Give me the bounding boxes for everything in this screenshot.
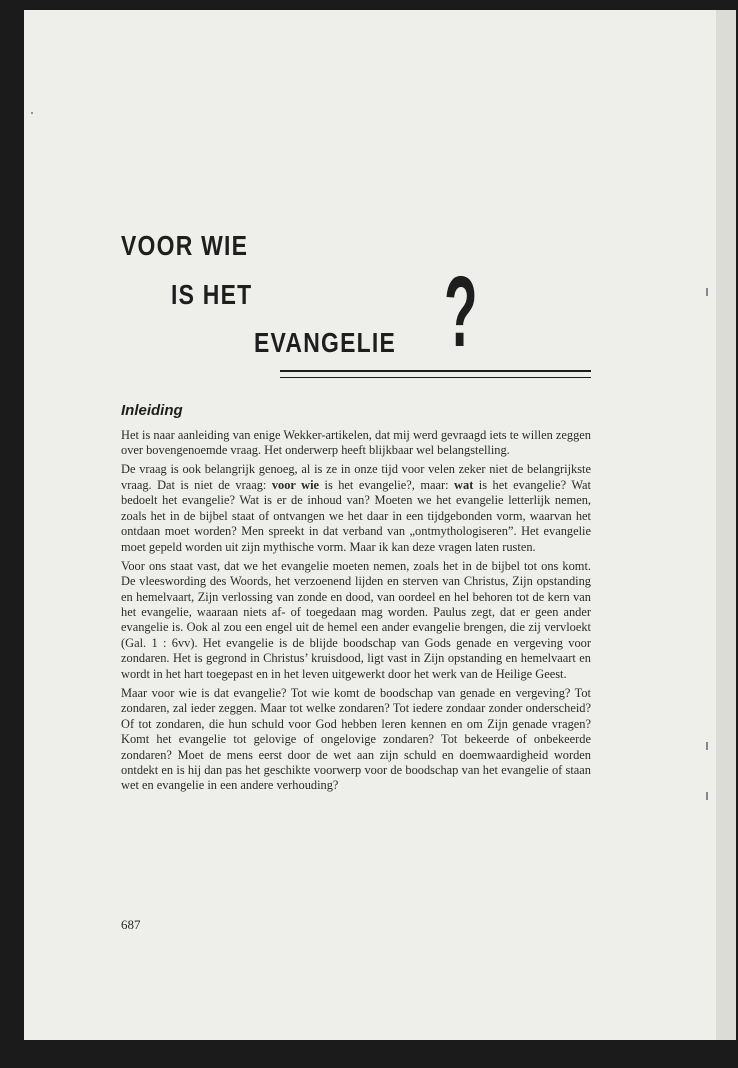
paragraph-text: De vraag is ook belangrijk genoeg, al is ze in onze tijd voor velen zeker niet de belangrijkste vraag. Dat is niet de vraag: xyxy=(121,462,591,492)
edge-mark xyxy=(706,792,708,800)
paragraph-text: Het is naar aanleiding van enige Wekker-artikelen, dat mij werd gevraagd iets te willen zeggen over bovengenoemde vraag. Het onderwerp heeft blijkbaar wel belangstelling. xyxy=(121,428,591,458)
page-number: 687 xyxy=(121,917,141,932)
emphasis-text: voor wie xyxy=(271,477,320,492)
article-body xyxy=(121,428,591,797)
paragraph xyxy=(121,462,591,555)
title-rule-thin xyxy=(280,377,591,378)
paragraph-text: is het evangelie? Wat bedoelt het evangelie? Wat is er de inhoud van? Moeten we het evangelie letterlijk nemen, zoals het in de bijbel staat of ontvangen we het daar in een tijdgebonden vorm, waarvan het ontdaan moet worden? Men spreekt in dat verband van „ontmythologiseren”. Het evangelie moet gepeld worden uit zijn mythische vorm. Maar ik kan deze vragen laten rusten. xyxy=(121,477,591,554)
margin-speck xyxy=(31,112,33,114)
page-edge-strip xyxy=(716,10,736,1040)
paragraph xyxy=(121,686,591,794)
title-line-1: VOOR WIE xyxy=(121,230,249,261)
title-rule-thick xyxy=(280,370,591,372)
scan-bottom-border xyxy=(0,1040,738,1068)
edge-mark xyxy=(706,742,708,750)
emphasis-text: wat xyxy=(454,477,474,492)
edge-mark xyxy=(706,288,708,296)
paragraph-text: Maar voor wie is dat evangelie? Tot wie komt de boodschap van genade en vergeving? Tot zondaren, zal ieder zeggen. Maar tot welke zondaren? Tot iedere zondaar zonder onderscheid? Of tot zondaren, die hun schuld voor God hebben leren kennen en om Zijn genade vragen? Komt het evangelie tot gelovige of ongelovige zondaren? Tot bekeerde of onbekeerde zondaren? Moet de mens eerst door de wet aan zijn schuld en doemwaardigheid worden ontdekt en is hij dan pas het geschikte voorwerp voor de boodschap van het evangelie of staan wet en evangelie in een andere verhouding? xyxy=(121,685,591,793)
paragraph-text: Voor ons staat vast, dat we het evangelie moeten nemen, zoals het in de bijbel tot ons komt. De vleeswording des Woords, het verzoenend lijden en sterven van Christus, Zijn opstanding en hemelvaart, Zijn verlossing van zonde en dood, van oordeel en hel behoren tot de kern van het evangelie, waaraan niets af- of toegedaan mag worden. Paulus zegt, dat er geen ander evangelie is. Ook al zou een engel uit de hemel een ander evangelie brengen, die zij vervloekt (Gal. 1 : 6vv). Het evangelie is de blijde boodschap van Gods genade en vergeving voor zondaren. Het is gegrond in Christus’ kruisdood, ligt vast in Zijn opstanding en hemelvaart en wordt in het hart toegepast en in het leven uitgewerkt door het werk van de Heilige Geest. xyxy=(121,558,591,681)
paragraph xyxy=(121,559,591,683)
paragraph xyxy=(121,428,591,459)
section-heading: Inleiding xyxy=(121,402,183,419)
title-line-2: IS HET xyxy=(171,279,253,310)
title-line-3: EVANGELIE xyxy=(254,327,397,358)
title-question-mark: ? xyxy=(444,256,478,368)
paragraph-text: is het evangelie?, maar: xyxy=(319,477,455,492)
